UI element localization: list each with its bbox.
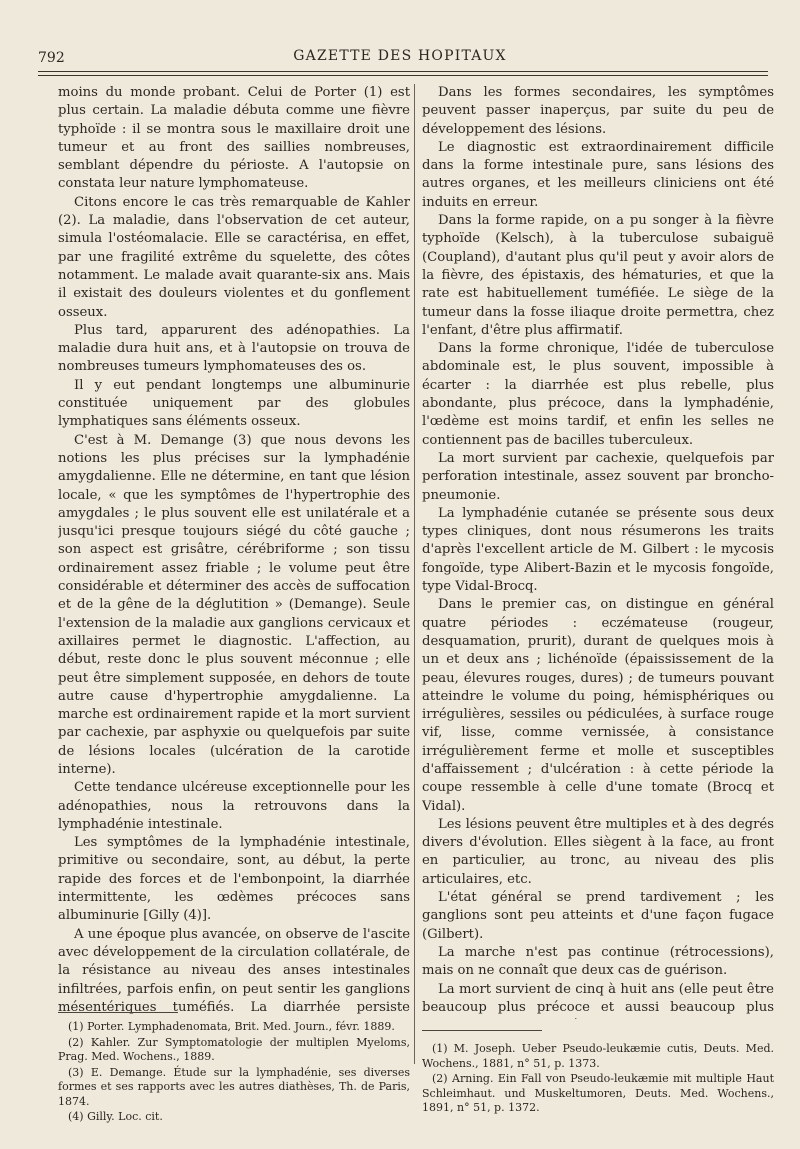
- footnotes-right: [422, 1042, 774, 1117]
- header-rule: [38, 71, 768, 72]
- paragraph: A une époque plus avancée, on observe de l'ascite avec développement de la circulation collatérale, de la résistance au niveau des anses intestinales infiltrées, parfois enfin, on peut sentir les ganglions mésentériques tuméfiés. La diarrhée persiste: [58, 926, 410, 1014]
- header-rule-thin: [38, 75, 768, 76]
- footnote: (1) Porter. Lymphadenomata, Brit. Med. Journ., févr. 1889.: [68, 1020, 395, 1033]
- footnote: (3) E. Demange. Étude sur la lymphadénie, ses diverses formes et ses rapports avec les autres diathèses, Th. de Paris, 1874.: [58, 1065, 410, 1108]
- footnote: (4) Gilly. Loc. cit.: [68, 1110, 163, 1123]
- paragraph: Les lésions peuvent être multiples et à des degrés divers d'évolution. Elles siègent à la face, au front en particulier, au tronc, au niveau des plis articulaires, etc.: [422, 816, 774, 887]
- paragraph: Dans la forme rapide, on a pu songer à la fièvre typhoïde (Kelsch), à la tuberculose subaiguë (Coupland), d'autant plus qu'il peut y avoir alors de la fièvre, des épistaxis, des hématuries, et que la rate est habituellement tuméfiée. Le siège de la tumeur dans la fosse iliaque droite permettra, chez l'enfant, d'être plus affirmatif.: [422, 213, 774, 338]
- column-divider: [414, 84, 415, 1064]
- paragraph: La mort survient de cinq à huit ans (elle peut être beaucoup plus précoce et aussi beaucoup plus: [422, 981, 774, 1015]
- paragraph: Plus tard, apparurent des adénopathies. La maladie dura huit ans, et à l'autopsie on trouva de nombreuses tumeurs lymphomateuses des os.: [58, 322, 410, 375]
- footnote: (1) M. Joseph. Ueber Pseudo-leukæmie cutis, Deuts. Med. Wochens., 1881, n° 51, p. 1373.: [422, 1042, 774, 1070]
- paragraph: Dans le premier cas, on distingue en général quatre périodes : eczémateuse (rougeur, desquamation, prurit), durant de quelques mois à un et deux ans ; lichénoïde (épaississement de la peau, élevures rouges, dures) ; de tumeurs pouvant atteindre le volume du poing, hémisphériques ou irrégulières, sessiles ou pédiculées, à surface rouge vif, lisse, comme vernissée, à consistance irrégulièrement ferme et molle et susceptibles d'affaissement ; d'ulcération : à cette période la coupe ressemble à celle d'une tomate (Brocq et Vidal).: [422, 597, 774, 814]
- paragraph: Les symptômes de la lymphadénie intestinale, primitive ou secondaire, sont, au début, la perte rapide des forces et de l'embonpoint, la diarrhée intermittente, les œdèmes précoces sans albuminurie [Gilly (4)].: [58, 835, 410, 924]
- paragraph: Le diagnostic est extraordinairement difficile dans la forme intestinale pure, sans lésions des autres organes, et les meilleurs cliniciens ont été induits en erreur.: [422, 139, 774, 210]
- paragraph: Cette tendance ulcéreuse exceptionnelle pour les adénopathies, nous la retrouvons dans la lymphadénie intestinale.: [58, 780, 410, 832]
- paragraph: Il y eut pendant longtemps une albuminurie constituée uniquement par des globules lymphatiques sans éléments osseux.: [58, 377, 410, 430]
- paragraph: moins du monde probant. Celui de Porter (1) est plus certain. La maladie débuta comme une fièvre typhoïde : il se montra sous le maxillaire droit une tumeur et au front des saillies nombreuses, semblant dépendre du périoste. A l'autopsie on constata leur nature lymphomateuse.: [58, 85, 410, 192]
- running-title: GAZETTE DES HOPITAUX: [293, 48, 507, 64]
- paragraph: La lymphadénie cutanée se présente sous deux types cliniques, dont nous résumerons les traits d'après l'excellent article de M. Gilbert : le mycosis fongoïde, type Alibert-Bazin et le mycosis fongoïde, type Vidal-Brocq.: [422, 505, 774, 595]
- footnote-rule: [58, 1012, 178, 1013]
- footnote-rule: [422, 1030, 542, 1031]
- paragraph: C'est à M. Demange (3) que nous devons les notions les plus précises sur la lymphadénie amygdalienne. Elle ne détermine, en tant que lésion locale, « que les symptômes de l'hypertrophie des amygdales ; le plus souvent elle est unilatérale et a jusqu'ici presque toujours siégé du côté gauche ; son aspect est grisâtre, cérébriforme ; son tissu ordinairement assez friable ; le volume peut être considérable et déterminer des accès de suffocation et de la gêne de la déglutition » (Demange). Seule l'extension de la maladie aux ganglions cervicaux et axillaires permet le diagnostic. L'affection, au début, reste donc le plus souvent méconnue ; elle peut être simplement supposée, en dehors de toute autre cause d'hypertrophie amygdalienne. La marche est ordinairement rapide et la mort survient par cachexie, par asphyxie ou quelquefois par suite de lésions locales (ulcération de la carotide interne).: [58, 432, 410, 777]
- paragraph: Citons encore le cas très remarquable de Kahler (2). La maladie, dans l'observation de cet auteur, simula l'ostéomalacie. Elle se caractérisa, en effet, par une fragilité extrême du squelette, des côtes notamment. Le malade avait quarante-six ans. Mais il existait des douleurs violentes et du gonflement osseux.: [58, 194, 410, 320]
- right-column: [422, 84, 774, 1019]
- footnote: (2) Kahler. Zur Symptomatologie der multiplen Myeloms, Prag. Med. Wochens., 1889.: [58, 1035, 410, 1063]
- footnotes-left: [58, 1020, 410, 1126]
- footnote: (2) Arning. Ein Fall von Pseudo-leukæmie mit multiple Haut Schleimhaut. und Muskeltumoren, Deuts. Med. Wochens., 1891, n° 51, p. 1372.: [422, 1072, 774, 1114]
- paragraph: L'état général se prend tardivement ; les ganglions sont peu atteints et d'une façon fugace (Gilbert).: [422, 890, 774, 942]
- paragraph: La mort survient par cachexie, quelquefois par perforation intestinale, assez souvent par broncho-pneumonie.: [422, 450, 774, 503]
- left-column: [58, 84, 410, 1014]
- page-number: 792: [38, 50, 65, 66]
- paragraph: Dans les formes secondaires, les symptômes peuvent passer inaperçus, par suite du peu de développement des lésions.: [422, 85, 774, 137]
- paragraph: La marche n'est pas continue (rétrocessions), mais on ne connaît que deux cas de guérison.: [422, 944, 774, 979]
- paragraph: Dans la forme chronique, l'idée de tuberculose abdominale est, le plus souvent, impossible à écarter : la diarrhée est plus rebelle, plus abondante, plus précoce, dans la lymphadénie, l'œdème est moins tardif, et enfin les selles ne contiennent pas de bacilles tuberculeux.: [422, 341, 774, 448]
